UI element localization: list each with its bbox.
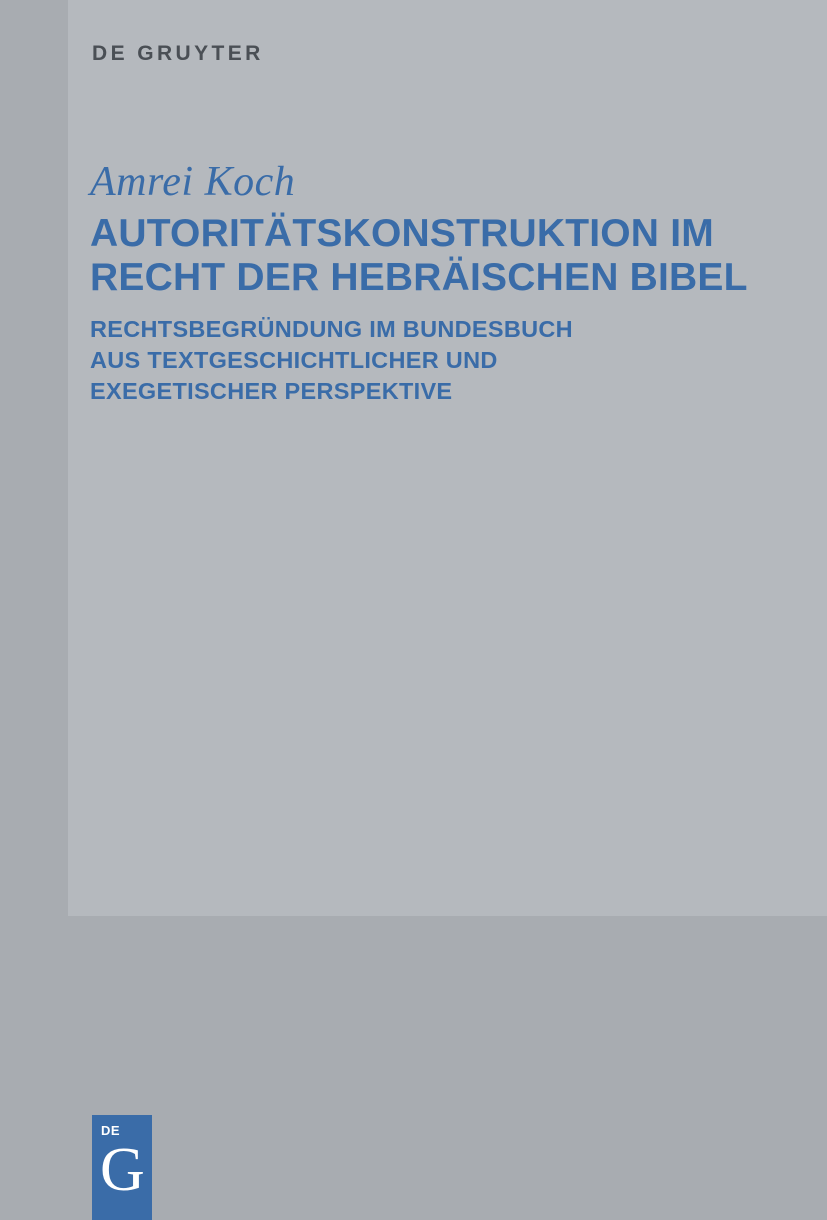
publisher-wordmark: DE GRUYTER xyxy=(92,42,264,65)
logo-de-text: DE xyxy=(101,1123,121,1138)
de-gruyter-logo-icon xyxy=(92,1115,152,1220)
subtitle-line-2: AUS TEXTGESCHICHTLICHER UND xyxy=(90,347,498,374)
subtitle-line-1: RECHTSBEGRÜNDUNG IM BUNDESBUCH xyxy=(90,316,573,342)
logo-g-text: G xyxy=(100,1136,145,1204)
book-title: AUTORITÄTSKONSTRUKTION IM RECHT DER HEBRÄISCHEN BIBEL xyxy=(90,212,748,300)
book-subtitle xyxy=(90,314,750,407)
author-name: Amrei Koch xyxy=(90,159,296,205)
subtitle-line-3: EXEGETISCHER PERSPEKTIVE xyxy=(90,378,453,405)
upper-light-panel xyxy=(68,0,827,916)
left-background-band xyxy=(0,0,68,1220)
